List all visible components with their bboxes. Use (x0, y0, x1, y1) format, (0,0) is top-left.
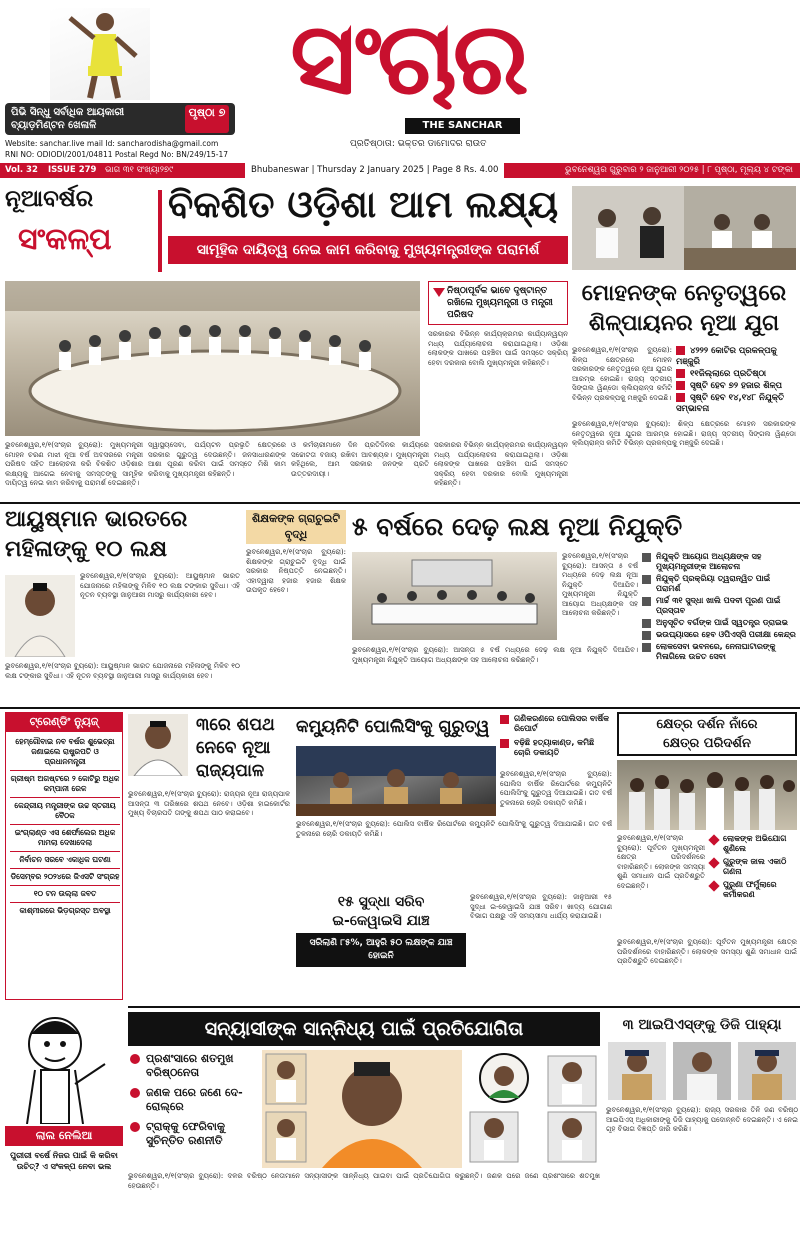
mohan-point (676, 393, 796, 415)
website-line: Website: sanchar.live mail Id: sancharodisha@gmail.com (5, 139, 219, 148)
kshetra-point-text: ପୁରୁଣା ଫର୍ମୁଲାରେ କର୍ମୀକରଣ (723, 880, 777, 899)
mohan-point (676, 369, 796, 380)
promo-text: ପିଭି ସିନ୍ଧୁ ସର୍ବାଧିକ ଆୟକାରୀ ବ୍ୟାଡ଼ମିଣ୍ଟନ ଖେଳାଳି (11, 107, 125, 131)
jobs-body-bottom: ଭୁବନେଶ୍ୱର,୧/୧(ସଂଚାର ବ୍ୟୁରୋ): ଆସନ୍ତା ୫ ବର୍ଷ ମଧ୍ୟରେ ଦେଢ଼ ଲକ୍ଷ ନୂଆ ନିଯୁକ୍ତି ଦିଆଯିବ। ମୁଖ୍ୟମନ୍ତ୍ରୀ ନିଯୁକ୍ତି ଆୟୋଗ ଅଧ୍ୟକ୍ଷଙ୍କ ସହ ଆଲୋଚନା କରିଛନ୍ତି। (352, 646, 638, 664)
sanyasi-point (130, 1120, 260, 1148)
mohan-point-text: ୪୨୨୨ କୋଟିର ପ୍ରକଳ୍ପକୁ ମଞ୍ଜୁରି (676, 346, 777, 367)
kshetra-body: ଭୁବନେଶ୍ୱର,୧/୧(ସଂଚାର ବ୍ୟୁରୋ): ପୂର୍ବତନ ମୁଖ୍ୟମନ୍ତ୍ରୀ କ୍ଷେତ୍ର ପରିଦର୍ଶନରେ ବାହାରିଛନ୍ତି। ଲୋକଙ୍କ ସମସ୍ୟା ଶୁଣି ସମାଧାନ ପାଇଁ ପ୍ରତିଶ୍ରୁତି ଦେଇଛନ୍ତି। (617, 834, 705, 890)
square-bullet-icon (500, 715, 509, 724)
square-bullet-icon (642, 597, 651, 606)
section-rule (0, 502, 800, 504)
kshetra-point-text: ଲୋକଙ୍କ ଅଭିଯୋଗ ଶୁଣିଲେ (723, 834, 787, 853)
ayushman-headline-2: ମହିଳାଙ୍କୁ ୧୦ ଲକ୍ଷ (5, 537, 168, 562)
governor-headline-3: ରାଜ୍ୟପାଳ (196, 761, 265, 781)
square-bullet-icon (642, 553, 651, 562)
lead-sidebox (428, 281, 568, 325)
mohan-headline-2: ଶିଳ୍ପାୟନର ନୂଆ ଯୁଗ (588, 311, 780, 336)
jobs-body-right: ଭୁବନେଶ୍ୱର,୧/୧(ସଂଚାର ବ୍ୟୁରୋ): ଆସନ୍ତା ୫ ବର୍ଷ ମଧ୍ୟରେ ଦେଢ଼ ଲକ୍ଷ ନୂଆ ନିଯୁକ୍ତି ଦିଆଯିବ। ମୁଖ୍ୟମନ୍ତ୍ରୀ ନିଯୁକ୍ତି ଆୟୋଗ ଅଧ୍ୟକ୍ଷଙ୍କ ସହ ଆଲୋଚନା କରିଛନ୍ତି। (562, 552, 638, 617)
mohan-headline-box (572, 280, 796, 340)
police-headline: କମ୍ୟୁନିଟି ପୋଲିସିଂକୁ ଗୁରୁତ୍ୱ (296, 717, 490, 737)
ekyc-body: ଭୁବନେଶ୍ୱର,୧/୧(ସଂଚାର ବ୍ୟୁରୋ): ଜାନୁଆରୀ ୧୫ ସୁଦ୍ଧା ଇ-କେୱାଇସି ଯାଞ୍ଚ ସରିବ। ଖାଦ୍ୟ ଯୋଗାଣ ବିଭାଗ ପକ୍ଷରୁ ଏହି ସମୟସୀମା ଧାର୍ଯ୍ୟ କରାଯାଇଛି। (470, 893, 612, 920)
jobs-point-text: ନିଯୁକ୍ତି ଆୟୋଗ ଅଧ୍ୟକ୍ଷଙ୍କ ସହ ମୁଖ୍ୟମନ୍ତ୍ରୀଙ୍କ ଆଲୋଚନା (656, 552, 762, 571)
police-point-text: ଗଣିକରଣରେ ପୋଲିସର ବାର୍ଷିକ ରିପୋର୍ଟ (514, 714, 610, 733)
jobs-point (642, 630, 797, 640)
trending-panel (5, 712, 123, 1000)
sanyasi-photo-collage (262, 1050, 462, 1168)
trending-item[interactable]: ଇଂଗ୍ଲାଣ୍ଡ ଏସ ଶେର୍ଫାଲେର ଅଧିକ ମାମଲା ଦେଖାଦେଲା (10, 828, 120, 852)
lead-headline: ବିକଶିତ ଓଡ଼ିଶା ଆମ ଲକ୍ଷ୍ୟ (168, 183, 559, 226)
square-bullet-icon (642, 575, 651, 584)
jobs-point (642, 618, 797, 628)
trending-item[interactable]: ଡିସେମ୍ବର ୨୦୨୪ରେ ଜିଏସଟି ସଂଗ୍ରହ (10, 872, 120, 886)
ips-body: ଭୁବନେଶ୍ୱର,୧/୧(ସଂଚାର ବ୍ୟୁରୋ): ରାଜ୍ୟ ସରକାର ତିନି ଜଣ ବରିଷ୍ଠ ଆଇପିଏସ୍ ଅଧିକାରୀଙ୍କୁ ଡିଜି ପାହ୍ୟାକୁ ପଦୋନ୍ନତି ଦେଇଛନ୍ତି। ଏ ନେଇ ଗୃହ ବିଭାଗ ବିଜ୍ଞପ୍ତି ଜାରି କରିଛି। (606, 1106, 798, 1133)
odia-issue-label: ଭାଗ ୩୧ ସଂଖ୍ୟା୨୭୯ (105, 165, 174, 175)
police-body-side: ଭୁବନେଶ୍ୱର,୧/୧(ସଂଚାର ବ୍ୟୁରୋ): ପୋଲିସ ବାର୍ଷିକ ରିପୋର୍ଟରେ କମ୍ୟୁନିଟି ପୋଲିସିଂକୁ ଗୁରୁତ୍ୱ ଦିଆଯାଇଛି। ଗତ ବର୍ଷ ତୁଳନାରେ ଚୋରି ଡକାୟତି କମିଛି। (500, 770, 612, 807)
cartoon-label: ଲାଲ ନେଲିଆ (5, 1126, 123, 1146)
lead-body-col3: ଓ କର୍ମଚାରୀମାନେ ଦିନ ପ୍ରତିଦିନର କାର୍ଯ୍ୟରେ ସଚ୍ଚୋଟତା ବଜାୟ ରଖିବା ଆବଶ୍ୟକ। ମୁଖ୍ୟମନ୍ତ୍ରୀ କହିଥିଲେ, ଆମ ସରକାର ଜନଙ୍କ ପ୍ରତି ଉତ୍ତରଦାୟୀ। (291, 441, 429, 478)
police-presser-photo (296, 746, 496, 816)
kshetra-point-text: ଗୁରୁଙ୍କ ଜାଲ ଏକାଠି ଗଣନା (723, 857, 787, 876)
lead-body-col2: ସ୍ୱାସ୍ଥ୍ୟସେବା, ପର୍ଯ୍ୟଟନ ପ୍ରଭୃତି କ୍ଷେତ୍ରରେ ସରକାର ଗୁରୁତ୍ୱ ଦେଉଛନ୍ତି। ଜନସାଧାରଣଙ୍କ ଆଶା ପୂରଣ କରିବା ପାଇଁ ସମସ୍ତେ ମିଶି କାମ କରିବାକୁ ମୁଖ୍ୟମନ୍ତ୍ରୀ କହିଛନ୍ତି। (148, 441, 286, 478)
teachers-body: ଭୁବନେଶ୍ୱର,୧/୧(ସଂଚାର ବ୍ୟୁରୋ): ଶିକ୍ଷକଙ୍କ ଗ୍ରାଚୁଇଟି ବୃଦ୍ଧି ପାଇଁ ସରକାର ନିଷ୍ପତ୍ତି ନେଇଛନ୍ତି। ଏହାଦ୍ୱାରା ହଜାର ହଜାର ଶିକ୍ଷକ ଉପକୃତ ହେବେ। (246, 548, 346, 594)
lead-body-col4: ସରକାରର ବିଭିନ୍ନ କାର୍ଯ୍ୟକ୍ରମର କାର୍ଯ୍ୟାନ୍ୱୟନ ମଧ୍ୟ ପର୍ଯ୍ୟାଲୋଚନା କରାଯାଇଥିଲା। ଓଡ଼ିଶା ଲୋକଙ୍କ ପାଖରେ ପହଞ୍ଚିବା ପାଇଁ ସମସ୍ତେ ସକ୍ରିୟ ହେବା ଦରକାର ବୋଲି ମୁଖ୍ୟମନ୍ତ୍ରୀ କହିଛନ୍ତି। (434, 441, 568, 487)
red-circle-bullet-icon (130, 1054, 140, 1064)
ayushman-body-more: ଭୁବନେଶ୍ୱର,୧/୧(ସଂଚାର ବ୍ୟୁରୋ): ଆୟୁଷ୍ମାନ ଭାରତ ଯୋଜନାରେ ମହିଳାଙ୍କୁ ମିଳିବ ୧୦ ଲକ୍ଷ ଟଙ୍କାର ସୁବିଧା। ଏହି ନୂତନ ବ୍ୟବସ୍ଥା ଜାନୁଆରୀ ମାସରୁ କାର୍ଯ୍ୟକାରୀ ହେବ। (5, 662, 240, 680)
jobs-point (642, 596, 797, 616)
governor-headline-1: ୩ରେ ଶପଥ (196, 715, 275, 735)
athlete-photo (50, 8, 150, 100)
cartoon-caption: ପୁରୀରୀ ବର୍ଷେ ନିଜର ପାଇଁ କି କରିବା ଉଚିତ୍‌? ଏ ସଂକଳ୍ପ ନେବା ଭଲ (10, 1151, 118, 1171)
kshetra-crowd-photo (617, 760, 797, 830)
lead-kicker-1: ନୂଆବର୍ଷର (5, 186, 94, 212)
square-bullet-icon (642, 631, 651, 640)
ayushman-headline-1: ଆୟୁଷ୍ମାନ ଭାରତରେ (5, 507, 188, 532)
sanyasi-point (130, 1052, 260, 1080)
dateline-bar (0, 163, 800, 178)
diamond-bullet-icon (708, 834, 719, 845)
rni-line: RNI NO: ODIODI/2001/04811 Postal Regd No: BN/249/15-17 (5, 150, 229, 159)
lead-body-col1: ଭୁବନେଶ୍ୱର,୧/୧(ସଂଚାର ବ୍ୟୁରୋ): ମୁଖ୍ୟମନ୍ତ୍ରୀ ମୋହନ ଚରଣ ମାଝୀ ନୂଆ ବର୍ଷ ଅବସରରେ ମନ୍ତ୍ରୀ ପରିଷଦ ସହିତ ଆଲୋଚନା କରି ବିକଶିତ ଓଡ଼ିଶାର ଲକ୍ଷ୍ୟକୁ ଆଗେଇ ନେବାକୁ ସମସ୍ତଙ୍କୁ ସାମୂହିକ ଦାୟିତ୍ୱ ନେଇ କାମ କରିବାକୁ ପରାମର୍ଶ ଦେଇଛନ୍ତି। (5, 441, 143, 487)
cartoon-panel (5, 1004, 123, 1254)
mohan-headline-1: ମୋହନଙ୍କ ନେତୃତ୍ୱରେ (581, 281, 787, 306)
police-body: ଭୁବନେଶ୍ୱର,୧/୧(ସଂଚାର ବ୍ୟୁରୋ): ପୋଲିସ ବାର୍ଷିକ ରିପୋର୍ଟରେ କମ୍ୟୁନିଟି ପୋଲିସିଂକୁ ଗୁରୁତ୍ୱ ଦିଆଯାଇଛି। ଗତ ବର୍ଷ ତୁଳନାରେ ଚୋରି ଡକାୟତି କମିଛି। (296, 820, 612, 838)
lead-subhead: ସାମୂହିକ ଦାୟିତ୍ୱ ନେଇ କାମ କରିବାକୁ ମୁଖ୍ୟମନ୍ତ୍ରୀଙ୍କ ପରାମର୍ଶ (168, 236, 568, 264)
ekyc-badge: ସରିଲାଣି ୮୫%, ଆହୁରି ୫୦ ଲକ୍ଷଙ୍କ ଯାଞ୍ଚ ହୋଇନି (296, 933, 466, 967)
square-bullet-icon (676, 346, 685, 355)
dateline-center: Bhubaneswar | Thursday 2 January 2025 | Page 8 Rs. 4.00 (245, 163, 504, 178)
sanyasi-body: ଭୁବନେଶ୍ୱର,୧/୧(ସଂଚାର ବ୍ୟୁରୋ): ଦଳର ବରିଷ୍ଠ ନେତାମାନେ ସନ୍ୟାସୀଙ୍କ ସାନ୍ନିଧ୍ୟ ପାଇବା ପାଇଁ ପ୍ରତିଯୋଗିତା କରୁଛନ୍ତି। ଜଣକ ପରେ ଜଣେ ପ୍ରଶଂସାରେ ଶତମୁଖ ହେଉଛନ୍ତି। (128, 1172, 600, 1190)
kshetra-headline-box (617, 712, 797, 756)
trending-item[interactable]: ଗ୍ରୀଷ୍ମ ଅଗଷ୍ଟରେ ୨ କୋଟିରୁ ଅଧିକ କମ୍ପାନୀ ରେଳ (10, 774, 120, 798)
mohan-point-text: ସୃଷ୍ଟି ହେବ ୧୪,୧୪୮ ନିଯୁକ୍ତି ସମ୍ଭାବନା (676, 393, 785, 414)
ips-officer-photos (606, 1040, 798, 1102)
trending-item[interactable]: ନିର୍ବାଚନ ସରବେ ଏକାଧିକ ଘଟଣା (10, 855, 120, 869)
kshetra-points (710, 834, 797, 900)
jobs-meeting-photo (352, 552, 557, 640)
masthead-logo-sub: THE SANCHAR (405, 118, 520, 134)
section-rule (0, 707, 800, 709)
trending-label: ଟ୍ରେଣ୍ଡିଂ ନ୍ୟୁଜ୍ (5, 712, 123, 732)
square-bullet-icon (676, 369, 685, 378)
cabinet-meeting-photo (5, 281, 420, 436)
square-bullet-icon (642, 619, 651, 628)
masthead (0, 0, 800, 162)
mohan-point (676, 381, 796, 392)
dateline-right: ଭୁବନେଶ୍ୱର ଗୁରୁବାର ୨ ଜାନୁଆରୀ ୨୦୨୫ | ୮ ପୃଷ୍ଠା, ମୂଲ୍ୟ ୪ ଟଙ୍କା (565, 165, 793, 175)
trending-item[interactable]: କେନ୍ଦ୍ରୀୟ ମନ୍ତ୍ରୀଙ୍କ ଉଚ୍ଚ ସ୍ତରୀୟ ବୈଠକ (10, 801, 120, 825)
jobs-point (642, 574, 797, 594)
police-points (500, 714, 612, 758)
jobs-headline: ୫ ବର୍ଷରେ ଦେଢ଼ ଲକ୍ଷ ନୂଆ ନିଯୁକ୍ତି (352, 512, 683, 541)
mohan-point-text: ୧୧ଜିଲ୍ଲାରେ ପ୍ରତିଷ୍ଠା (690, 369, 767, 379)
square-bullet-icon (500, 739, 509, 748)
sanyasi-point-text: ପ୍ରଶଂସାରେ ଶତମୁଖ ବରିଷ୍ଠନେତା (146, 1052, 234, 1079)
issue-label: ISSUE 279 (48, 165, 97, 175)
sanyasi-point (130, 1086, 260, 1114)
promo-banner[interactable] (5, 103, 235, 135)
jobs-point (642, 552, 797, 572)
square-bullet-icon (676, 381, 685, 390)
governor-body: ଭୁବନେଶ୍ୱର,୧/୧(ସଂଚାର ବ୍ୟୁରୋ): ରାଜ୍ୟର ନୂଆ ରାଜ୍ୟପାଳ ଆସନ୍ତା ୩ ତାରିଖରେ ଶପଥ ନେବେ। ଓଡ଼ିଶା ହାଇକୋର୍ଟର ମୁଖ୍ୟ ବିଚାରପତି ତାଙ୍କୁ ଶପଥ ପାଠ କରାଇବେ। (128, 790, 290, 817)
mohan-body-left: ଭୁବନେଶ୍ୱର,୧/୧(ସଂଚାର ବ୍ୟୁରୋ): ଶିଳ୍ପ କ୍ଷେତ୍ରରେ ମୋହନ ସରକାରଙ୍କ ନେତୃତ୍ୱରେ ନୂଆ ଯୁଗର ଆରମ୍ଭ ହୋଇଛି। ରାଜ୍ୟ ସ୍ତରୀୟ ସିଙ୍ଗଲ ୱିଣ୍ଡୋ କ୍ଲିୟରାନ୍ସ କମିଟି ବିଭିନ୍ନ ପ୍ରକଳ୍ପକୁ ମଞ୍ଜୁରି ଦେଇଛି। (572, 346, 672, 402)
kshetra-headline-1: କ୍ଷେତ୍ର ଦର୍ଶନ ନାଁରେ (656, 717, 758, 732)
sanyasi-photo-right (464, 1050, 600, 1168)
trending-item[interactable]: ହେମ୍‌ଗୌବାଇ ନବ ବର୍ଷର ଶୁଭେଚ୍ଛା ଜଣାଇଲେ ରାଷ୍ଟ୍ରପତି ଓ ପ୍ରଧାନମନ୍ତ୍ରୀ (10, 737, 120, 771)
jobs-point-text: ଅନୁସୂଚିତ ବର୍ଗଙ୍କ ପାଇଁ ସ୍ୱତନ୍ତ୍ର ଡ୍ରାଇଭ (656, 618, 788, 627)
red-circle-bullet-icon (130, 1088, 140, 1098)
kshetra-point (710, 834, 797, 854)
cartoon-figure (5, 1004, 123, 1124)
jobs-point-text: ଭଉଘ୍ୟାସରେ ହେବ ଓପିଏସ୍‌ସି ପରୀକ୍ଷା କେନ୍ଦ୍ର (656, 630, 796, 639)
mohan-points (676, 346, 796, 418)
red-circle-bullet-icon (130, 1122, 140, 1132)
police-point (500, 714, 612, 734)
jobs-point-text: ନିଯୁକ୍ତି ପ୍ରକ୍ରିୟା ତ୍ୱରାନ୍ୱିତ ପାଇଁ ପରାମର୍ଶ (656, 574, 771, 593)
kshetra-body-bottom: ଭୁବନେଶ୍ୱର,୧/୧(ସଂଚାର ବ୍ୟୁରୋ): ପୂର୍ବତନ ମୁଖ୍ୟମନ୍ତ୍ରୀ କ୍ଷେତ୍ର ପରିଦର୍ଶନରେ ବାହାରିଛନ୍ତି। ଲୋକଙ୍କ ସମସ୍ୟା ଶୁଣି ସମାଧାନ ପାଇଁ ପ୍ରତିଶ୍ରୁତି ଦେଇଛନ୍ତି। (617, 938, 797, 965)
kshetra-point (710, 880, 797, 900)
sanyasi-points (130, 1052, 260, 1148)
volume-label: Vol. 32 (5, 165, 38, 175)
jobs-point-text: ଲୋକସେବା ଭବନରେ, ନେନାଘାଟାରଙ୍କୁ ମିଳାଗିଲେ ଉଚ୍ଚତ ସେବା (656, 642, 776, 661)
governor-headline-2: ନେବେ ନୂଆ (196, 738, 271, 758)
jobs-point (642, 642, 797, 662)
triangle-bullet-icon (433, 288, 445, 297)
police-point (500, 738, 612, 758)
sanyasi-point-text: ଟ୍ରାକ୍‌କୁ ଫେରିବାକୁ ସୁଚିନ୍ତିତ ରଣନୀତି (146, 1120, 226, 1147)
lead-kicker-2: ସଂକଳ୍ପ (18, 222, 112, 257)
kshetra-point (710, 857, 797, 877)
trending-item[interactable]: କାଶ୍ମୀରରେ ଭିଡ଼ଗ୍ରସ୍ତ ଅବସ୍ଥା (19, 906, 111, 915)
sanyasi-headline: ସନ୍ୟାସୀଙ୍କ ସାନ୍ନିଧ୍ୟ ପାଇଁ ପ୍ରତିଯୋଗିତା (128, 1012, 600, 1046)
ekyc-headline-1: ୧୫ ସୁଦ୍ଧା ସରିବ (337, 894, 425, 910)
diamond-bullet-icon (708, 857, 719, 868)
sanyasi-point-text: ଜଣକ ପରେ ଜଣେ ଦେ-ରୋଲ୍‌ରେ (146, 1086, 243, 1113)
ayushman-body: ଭୁବନେଶ୍ୱର,୧/୧(ସଂଚାର ବ୍ୟୁରୋ): ଆୟୁଷ୍ମାନ ଭାରତ ଯୋଜନାରେ ମହିଳାଙ୍କୁ ମିଳିବ ୧୦ ଲକ୍ଷ ଟଙ୍କାର ସୁବିଧା। ଏହି ନୂତନ ବ୍ୟବସ୍ଥା ଜାନୁଆରୀ ମାସରୁ କାର୍ଯ୍ୟକାରୀ ହେବ। (80, 572, 240, 599)
lead-sidebox-text: ନିଷ୍ଠାପୂର୍ବକ ଭାବେ ଦୃଷ୍ଟାନ୍ତ ରଖିଲେ ମୁଖ୍ୟମନ୍ତ୍ରୀ ଓ ମନ୍ତ୍ରୀ ପରିଷଦ (447, 286, 553, 320)
ips-headline: ୩ ଆଇପିଏସ୍‌ଙ୍କୁ ଡିଜି ପାହ୍ୟା (622, 1017, 782, 1033)
ayushman-person-photo (5, 575, 75, 657)
police-point-text: ବଢ଼ିଛି ହତ୍ୟାକାଣ୍ଡ, କମିଛି ଚୋରି ଡକାୟତି (514, 738, 595, 757)
lead-side-column: ସରକାରର ବିଭିନ୍ନ କାର୍ଯ୍ୟକ୍ରମର କାର୍ଯ୍ୟାନ୍ୱୟନ ମଧ୍ୟ ପର୍ଯ୍ୟାଲୋଚନା କରାଯାଇଥିଲା। ଓଡ଼ିଶା ଲୋକଙ୍କ ପାଖରେ ପହଞ୍ଚିବା ପାଇଁ ସମସ୍ତେ ସକ୍ରିୟ ହେବା ଦରକାର ବୋଲି ମୁଖ୍ୟମନ୍ତ୍ରୀ କହିଛନ୍ତି। (428, 330, 568, 367)
trending-item[interactable]: ୧୦ ଟନ ଉଲ୍ଲା ଜବତ (10, 889, 120, 903)
mohan-point (676, 346, 796, 368)
jobs-points (642, 552, 797, 704)
diamond-bullet-icon (708, 880, 719, 891)
square-bullet-icon (642, 643, 651, 652)
teachers-headline: ଶିକ୍ଷକଙ୍କ ଗ୍ରାଚୁଇଟି ବୃଦ୍ଧି (246, 510, 346, 544)
promo-badge: ପୃଷ୍ଠା ୭ (185, 105, 229, 133)
masthead-logo: ସଂଚାର (290, 0, 525, 117)
trending-list (10, 737, 120, 916)
jobs-point-text: ମାର୍ଚ୍ଚ ୩୧ ସୁଦ୍ଧା ଖାଲି ପଦବୀ ପୂରଣ ପାଇଁ ପ୍ରସ୍ତାବ (656, 596, 781, 615)
mohan-body-bottom: ଭୁବନେଶ୍ୱର,୧/୧(ସଂଚାର ବ୍ୟୁରୋ): ଶିଳ୍ପ କ୍ଷେତ୍ରରେ ମୋହନ ସରକାରଙ୍କ ନେତୃତ୍ୱରେ ନୂଆ ଯୁଗର ଆରମ୍ଭ ହୋଇଛି। ରାଜ୍ୟ ସ୍ତରୀୟ ସିଙ୍ଗଲ ୱିଣ୍ଡୋ କ୍ଲିୟରାନ୍ସ କମିଟି ବିଭିନ୍ନ ପ୍ରକଳ୍ପକୁ ମଞ୍ଜୁରି ଦେଇଛି। (572, 420, 796, 447)
lead-divider (158, 190, 162, 272)
square-bullet-icon (676, 393, 685, 402)
section-rule (128, 1006, 800, 1008)
governor-photo (128, 714, 188, 776)
mohan-point-text: ସୃଷ୍ଟି ହେବ ୭୨ ହଜାର ଶିଳ୍ପ (690, 381, 783, 391)
kshetra-headline-2: କ୍ଷେତ୍ର ପରିଦର୍ଶନ (663, 736, 751, 751)
founder-line: ପ୍ରତିଷ୍ଠାତା: ଭକ୍ତର ଡାମୋଦର ରାଉତ (350, 139, 487, 149)
ekyc-headline-2: ଇ-କେୱାଇସି ଯାଞ୍ଚ (332, 913, 430, 929)
industry-meeting-photo (572, 186, 796, 270)
